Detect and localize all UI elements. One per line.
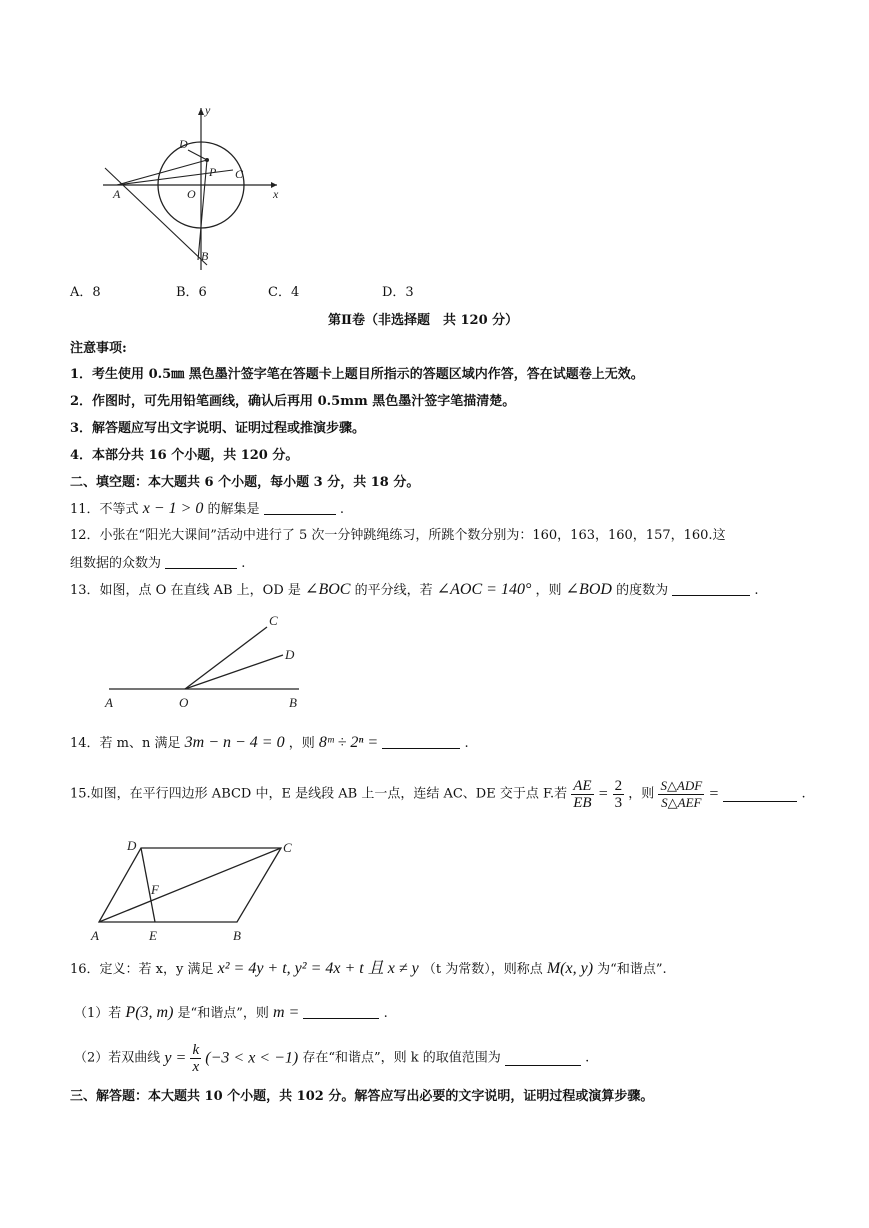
q16-pre: 16．定义：若 x，y 满足 [70, 962, 214, 977]
q15-f2-num: 2 [614, 778, 623, 794]
q12-line2 [70, 554, 245, 573]
q16-sub2-pre: （2）若双曲线 [74, 1050, 161, 1066]
fig13-label-c: C [269, 613, 278, 628]
q13-angle3: ∠BOD [565, 581, 612, 598]
q14-pre: 14．若 m、n 满足 [70, 736, 181, 751]
fig13-label-b: B [289, 695, 297, 710]
fig1-label-d: D [179, 137, 188, 151]
q15-fraction-area [658, 778, 704, 811]
q16-sub1-mid: 是“和谐点”，则 [177, 1006, 269, 1021]
fig15-label-b: B [233, 928, 241, 943]
fig1-label-a: A [113, 187, 121, 201]
q14-end: . [464, 736, 469, 751]
q11-post: 的解集是 [207, 502, 260, 517]
q16-sub1-pre: （1）若 [74, 1006, 122, 1021]
q15-mid: ，则 [628, 786, 655, 802]
note-1: 1．考生使用 0.5㎜ 黑色墨汁签字笔在答题卡上题目所指示的答题区域内作答，答在试题卷上无效。 [70, 367, 644, 382]
fig1-label-o: O [187, 187, 196, 201]
q16-mid: （t 为常数），则称点 [422, 962, 543, 977]
choice-a: A．8 [70, 285, 101, 300]
q16-sub2 [74, 1042, 589, 1075]
note-4: 4．本部分共 16 个小题，共 120 分。 [70, 448, 299, 463]
q16-sub1 [74, 1004, 388, 1023]
part2-heading: 二、填空题：本大题共 6 个小题，每小题 3 分，共 18 分。 [70, 475, 420, 490]
choice-c: C．4 [268, 285, 300, 300]
q15-f3-den: S△AEF [661, 795, 702, 810]
q14-expr2: 8ᵐ ÷ 2ⁿ = [318, 734, 379, 751]
q14-expr: 3m − n − 4 = 0 [184, 734, 285, 751]
q15-eq2: = [708, 785, 720, 803]
q16-point: M(x, y) [546, 960, 594, 977]
figure-angle-diagram [95, 605, 315, 715]
figure-parallelogram-diagram [85, 832, 305, 944]
choice-d: D．3 [382, 285, 414, 300]
q11-expr: x − 1 > 0 [142, 500, 204, 517]
fig1-label-x: x [273, 187, 279, 201]
q15-pre: 15.如图，在平行四边形 ABCD 中，E 是线段 AB 上一点，连结 AC、DE 交于点 F.若 [70, 786, 568, 802]
q13-end: . [754, 583, 759, 598]
fig13-label-o: O [179, 695, 189, 710]
q16-sub2-fraction [190, 1042, 201, 1075]
q15-f1-den: EB [573, 795, 592, 811]
q13-answer-blank[interactable] [672, 581, 750, 596]
choice-b: B．6 [176, 285, 207, 300]
q16-sub1-m: m = [272, 1004, 300, 1021]
q13-pre: 13．如图，点 O 在直线 AB 上，OD 是 [70, 583, 301, 598]
figure-circle-diagram [95, 100, 295, 275]
q15-fraction-two-thirds [613, 778, 625, 811]
note-2: 2．作图时，可先用铅笔画线，确认后再用 0.5mm 黑色墨汁签字笔描清楚。 [70, 394, 516, 409]
fig15-label-e: E [149, 928, 157, 943]
q15-end: . [801, 786, 806, 802]
note-3: 3．解答题应写出文字说明、证明过程或推演步骤。 [70, 421, 366, 436]
q15-answer-blank[interactable] [723, 787, 797, 802]
q13-post: 的度数为 [616, 583, 669, 598]
fig15-label-a: A [91, 928, 99, 943]
q13-mid2: ，则 [535, 583, 562, 598]
question-16 [70, 960, 667, 979]
q15-f3-num: S△ADF [660, 778, 703, 793]
q11-end: . [339, 502, 344, 517]
q12-answer-blank[interactable] [165, 554, 237, 569]
fig1-label-p: P [209, 165, 217, 179]
q14-mid: ，则 [288, 736, 315, 751]
q12-text: 组数据的众数为 [70, 556, 162, 571]
fig1-label-c: C [235, 167, 244, 181]
q16-sub2-answer-blank[interactable] [505, 1051, 581, 1066]
q15-eq: = [597, 785, 609, 803]
question-13 [70, 581, 759, 600]
q11-pre: 11．不等式 [70, 502, 139, 517]
q13-mid1: 的平分线，若 [354, 583, 433, 598]
q13-angle1: ∠BOC [305, 581, 351, 598]
fig15-label-d: D [127, 838, 137, 853]
q16-expr: x² = 4y + t, y² = 4x + t 且 x ≠ y [217, 960, 419, 977]
q16-sub1-point: P(3, m) [125, 1004, 174, 1021]
q16-sub2-mid: 存在“和谐点”，则 k 的取值范围为 [302, 1050, 501, 1066]
question-14 [70, 734, 469, 753]
section2-title: 第Ⅱ卷（非选择题 共 120 分） [328, 313, 519, 328]
notes-heading: 注意事项: [70, 341, 127, 356]
q13-angle2: ∠AOC = 140° [436, 581, 532, 598]
fig13-label-a: A [105, 695, 113, 710]
part3-heading: 三、解答题：本大题共 10 个小题，共 102 分。解答应写出必要的文字说明，证明过程或演算步骤。 [70, 1089, 654, 1104]
q12-end: . [241, 556, 246, 571]
q16-post: 为“和谐点”. [597, 962, 667, 977]
question-15 [70, 778, 806, 811]
fig13-label-d: D [285, 647, 295, 662]
q16-sub2-y: y = [164, 1049, 187, 1067]
fig1-label-b: B [201, 249, 209, 263]
q15-f2-den: 3 [614, 795, 623, 811]
q12-line1: 12．小张在“阳光大课间”活动中进行了 5 次一分钟跳绳练习，所跳个数分别为：160，163，160，157，160.这 [70, 528, 726, 543]
fig15-label-f: F [151, 882, 159, 897]
q11-answer-blank[interactable] [264, 500, 336, 515]
q16-sub2-end: . [585, 1050, 590, 1066]
q16-sub1-answer-blank[interactable] [303, 1004, 379, 1019]
q15-f1-num: AE [573, 778, 592, 794]
q16-sub2-den: x [192, 1059, 200, 1075]
q16-sub1-end: . [383, 1006, 388, 1021]
fig1-label-y: y [205, 103, 211, 117]
q16-sub2-num: k [192, 1042, 200, 1058]
q14-answer-blank[interactable] [382, 734, 460, 749]
question-11 [70, 500, 344, 519]
q16-sub2-range: (−3 < x < −1) [205, 1049, 299, 1067]
q15-fraction-ae-eb [571, 778, 593, 811]
fig15-label-c: C [283, 840, 292, 855]
